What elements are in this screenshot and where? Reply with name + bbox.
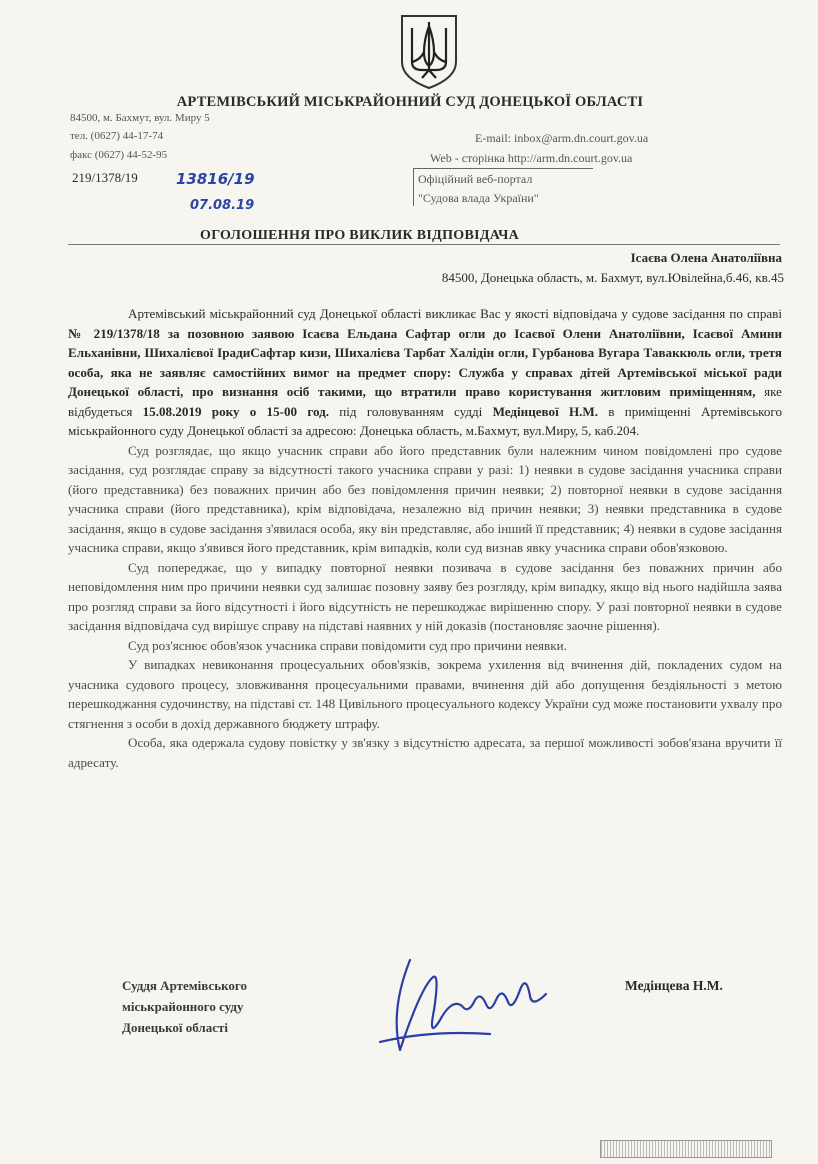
signature-line-1: Суддя Артемівського [122, 978, 247, 993]
addressee-name: Ісаєва Олена Анатоліївна [630, 250, 782, 265]
document-barcode [600, 1140, 772, 1158]
paragraph-summons [68, 304, 782, 441]
signature-line-2: міськрайонного суду [122, 999, 244, 1014]
summons-text: Артемівський міськрайонний суд Донецької області викликає Вас у якості відповідача у судове засідання по справі [128, 306, 782, 321]
case-reference: 219/1378/19 [72, 170, 138, 185]
paragraph-fine: У випадках невиконання процесуальних обов'язків, зокрема ухилення від вчинення дій, покладених судом на учасника судового процесу, зловживання процесуальними правами, вчинення дій або допущення бездіяльності з метою перешкоджання судочинству, на підставі ст. 148 Цивільного процесуального кодексу України суд може постановити ухвалу про стягнення з особи в дохід державного бюджету штрафу. [68, 657, 782, 731]
addressee-address: 84500, Донецька область, м. Бахмут, вул.Ювілейна,б.46, кв.45 [441, 270, 784, 285]
court-address: 84500, м. Бахмут, вул. Миру 5 [70, 112, 210, 124]
trident-coat-of-arms-icon [398, 12, 460, 90]
handwritten-date: 07.08.19 [190, 198, 255, 213]
portal-line-1: Офіційний веб-портал [418, 172, 533, 186]
summons-text-2: яке відбудеться [68, 384, 782, 419]
court-title: АРТЕМІВСЬКИЙ МІСЬКРАЙОННИЙ СУД ДОНЕЦЬКОЇ ОБЛАСТІ [176, 94, 644, 110]
paragraph-absence-rules: Суд розглядає, що якщо учасник справи або його представник були належним чином повідомлені про судове засідання, суд розглядає справу за відсутності такого учасника справи у разі: 1) неявки в судове засідання учасника справи (його представника) без поважних причин або без повідомлення причин неявки; 2) повторної неявки в судове засідання учасника справи (його представника), крім відповідача, незалежно від причин неявки; 3) неявки представника в судове засідання, якщо в судове засідання з'явилася особа, яку він представляє, або інший її представник; 4) неявки в судове засідання учасника справи, якщо з'явився його представник, крім випадків, коли суд визнав явку учасника справи обов'язковою. [68, 442, 782, 555]
hearing-date: 15.08.2019 року о 15-00 год. [142, 403, 330, 419]
court-email: E-mail: inbox@arm.dn.court.gov.ua [475, 131, 649, 145]
claim-description: за позовною заявою Ісаєва Ельдана Сафтар огли до Ісаєвої Олени Анатоліївни, Ісаєвої Амини Ельханівни, Шихалієвої ІрадиСафтар кизи, Шихалієва Тарбат Халідін огли, Гурбанова Вугара Таваккюль огли, третя особа, яка не заявляє самостійних вимог на предмет спору: Служба у справах дітей Артемівської міської ради Донецької області, про визнання осіб такими, що втратили право користування житловим приміщенням, [68, 325, 782, 399]
summons-text-3: під головуванням судді [329, 403, 493, 419]
announcement-title: ОГОЛОШЕННЯ ПРО ВИКЛИК ВІДПОВІДАЧА [200, 228, 520, 243]
judge-signature-name: Медінцева Н.М. [625, 978, 723, 993]
paragraph-warning: Суд попереджає, що у випадку повторної неявки позивача в судове засідання без поважних причин або неповідомлення ним про причини неявки суд залишає позовну заяву без розгляду, крім випадку, якщо від нього надійшла заява про розгляд справи за його відсутності і його відсутність не перешкоджає вирішенню спору. У разі повторної неявки в судове засідання відповідача суд вирішує справу на підставі наявних у ній доказів (постановляє заочне рішення). [68, 559, 782, 633]
court-phone: тел. (0627) 44-17-74 [70, 130, 164, 142]
portal-line-2: "Судова влада України" [418, 191, 539, 205]
signature-block-title [122, 975, 247, 1038]
signature-line-3: Донецької області [122, 1020, 228, 1035]
case-number: № 219/1378/18 [68, 325, 160, 341]
summons-text-4: в приміщенні Артемівського міськрайонного суду Донецької області за адресою: Донецька область, м.Бахмут, вул.Миру, 5, каб.204. [68, 403, 782, 438]
handwritten-signature [370, 950, 560, 1060]
handwritten-reference: 13816/19 [176, 170, 255, 188]
portal-bracket-top [413, 168, 593, 169]
paragraph-duty: Суд роз'яснює обов'язок учасника справи повідомити суд про причини неявки. [128, 637, 567, 653]
notice-body [68, 304, 782, 772]
paragraph-delivery: Особа, яка одержала судову повістку у зв'язку з відсутністю адресата, за першої можливості зобов'язана вручити її адресату. [68, 735, 782, 770]
title-underline [68, 244, 780, 245]
court-website: Web - сторінка http://arm.dn.court.gov.ua [430, 151, 633, 165]
court-fax: факс (0627) 44-52-95 [70, 149, 168, 161]
judge-name: Медінцевої Н.М. [492, 403, 599, 419]
